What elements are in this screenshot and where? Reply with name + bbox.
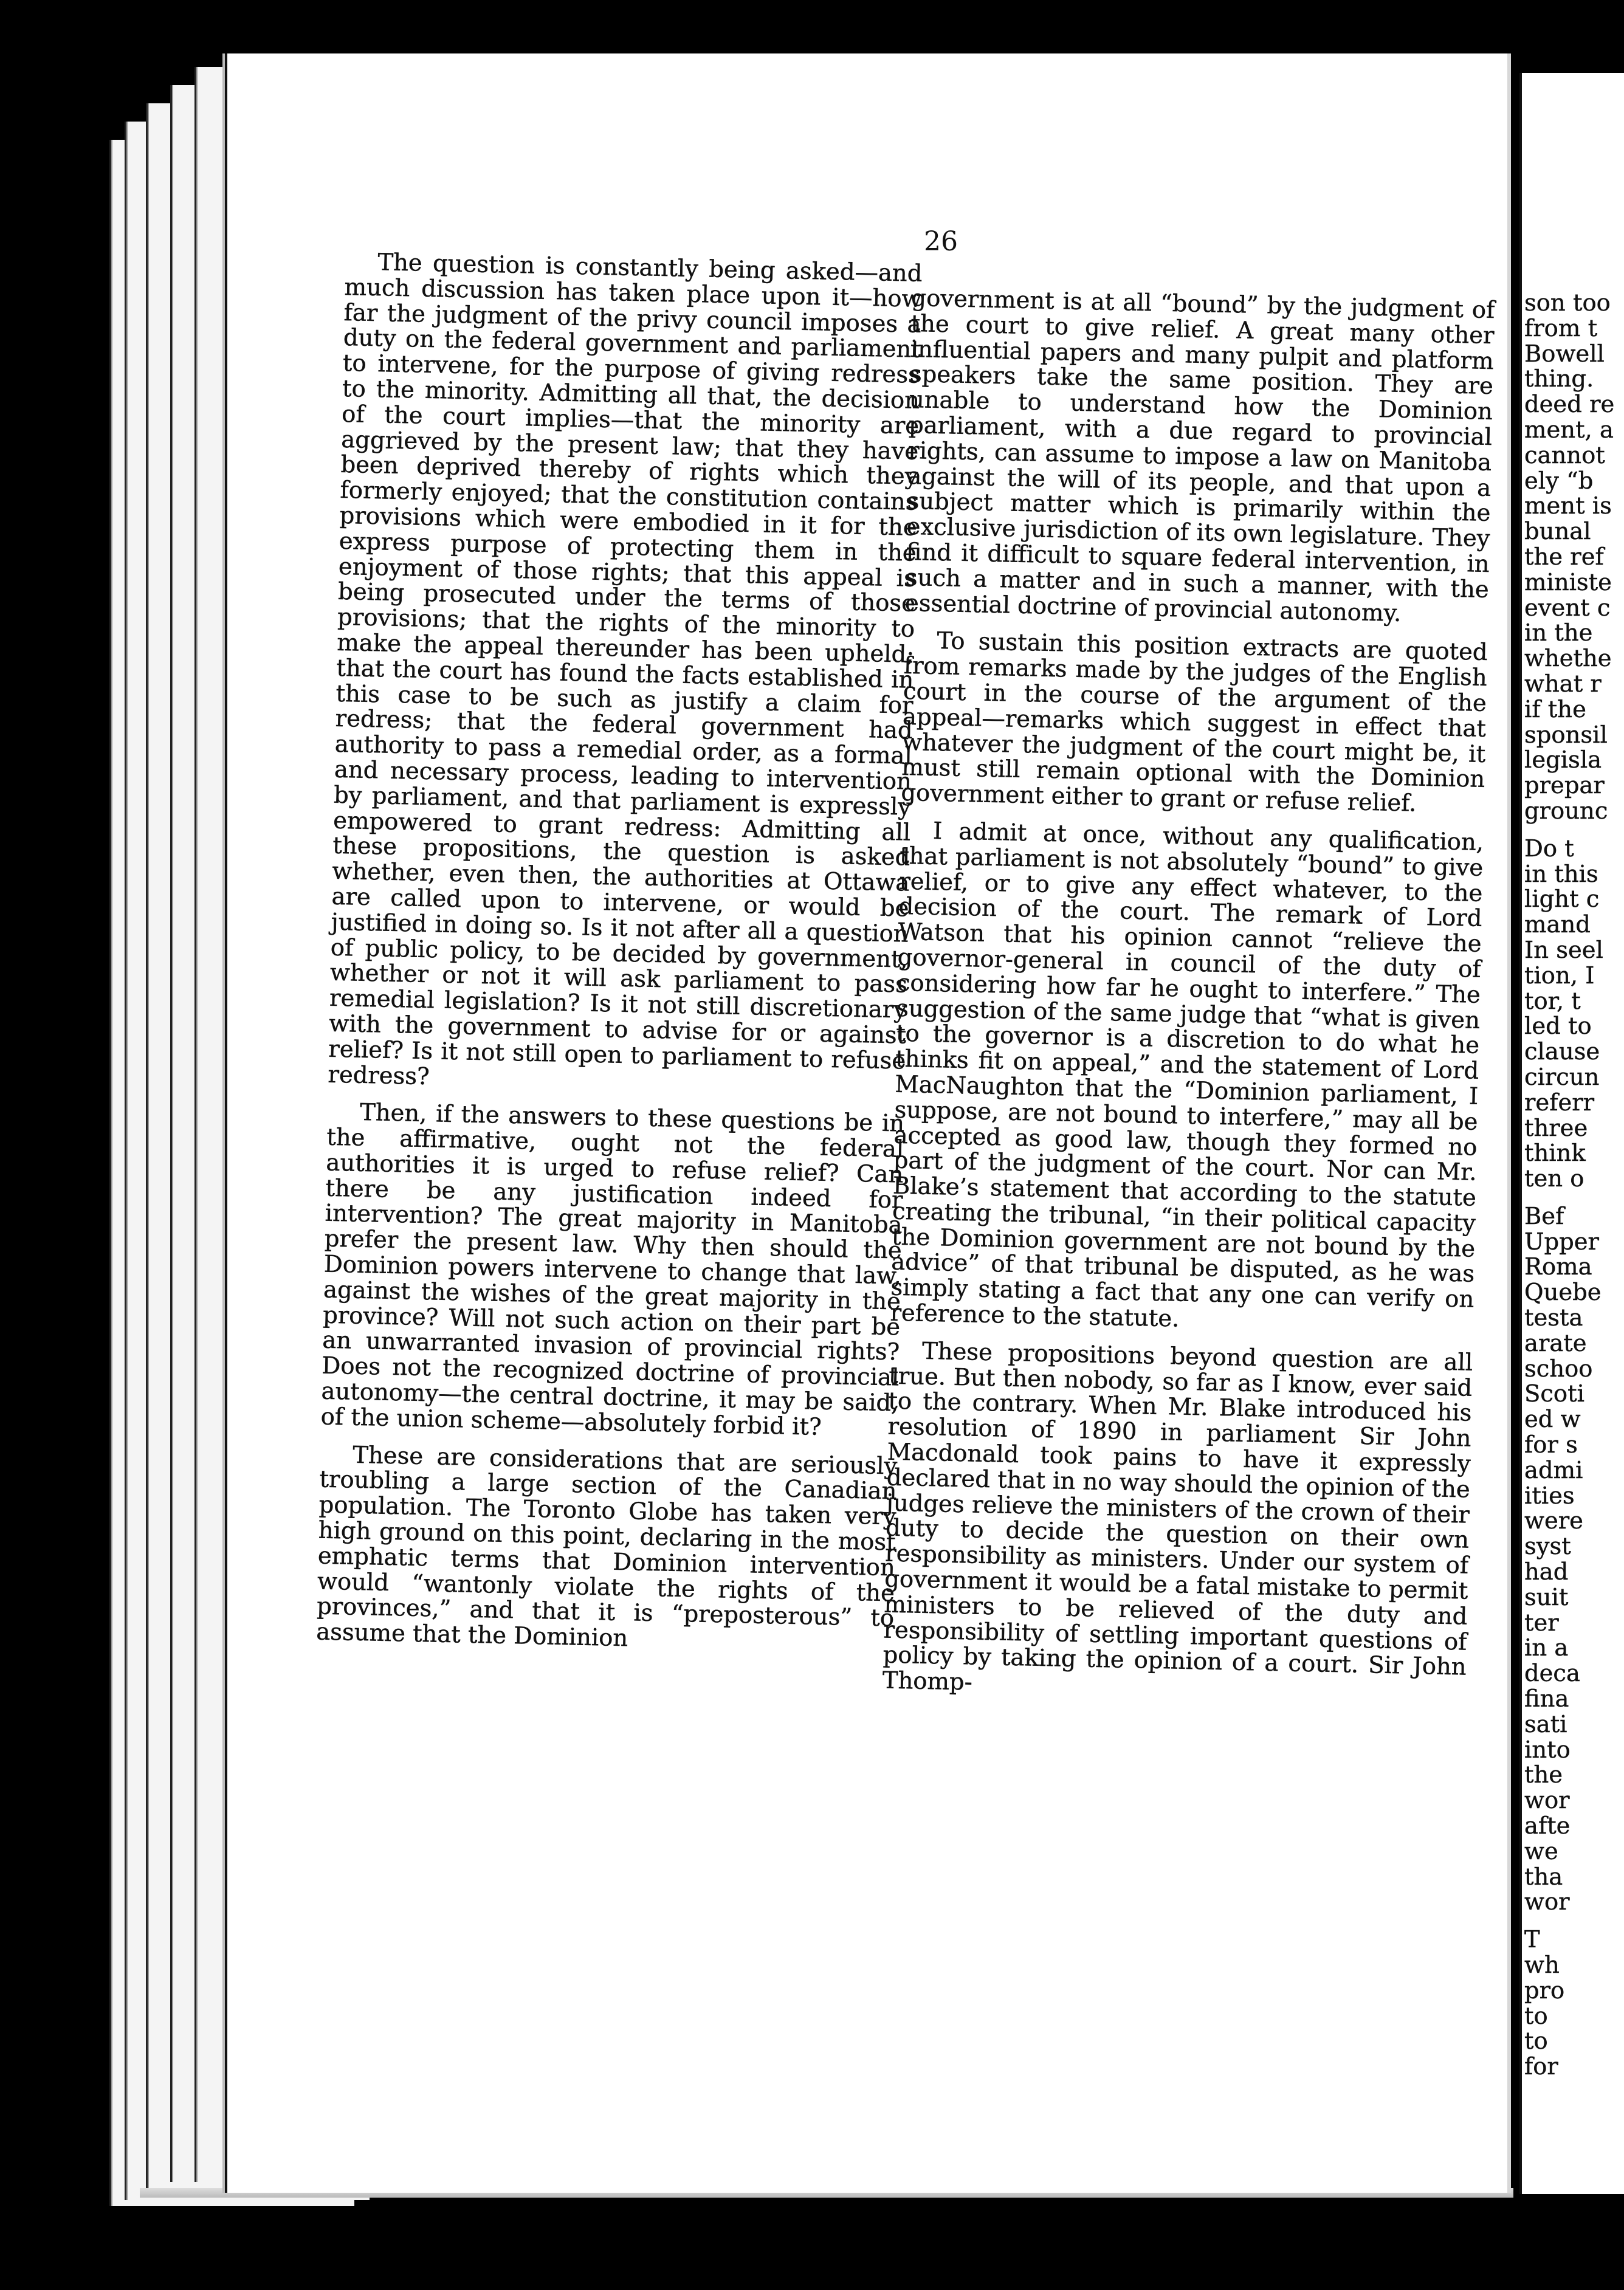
fragment-line: legisla (1524, 746, 1602, 774)
fragment-line: to (1524, 2002, 1548, 2030)
fragment-line: in the (1524, 619, 1593, 647)
fragment-line: wor (1524, 1787, 1570, 1815)
fragment-line: the (1524, 1761, 1563, 1789)
fragment-line: event c (1524, 594, 1611, 622)
fragment-line: schoo (1524, 1355, 1593, 1383)
text-column-left (315, 249, 922, 1669)
fragment-line: referr (1524, 1088, 1595, 1116)
fragment-line: grounc (1524, 797, 1608, 825)
paragraph: I admit at once, without any qualification, that parliament is not absolutely “bound” to give relief, or to give any effect whatever, to the decision of the court. The remark of Lord Watson that his opinion cannot “relieve the governor-general in council of the duty of considering how far he ought to interfere.” The suggestion of the same judge that “what is given to the governor is a discretion to do what he thinks fit on appeal,” and the statement of Lord MacNaughton that the “Dominion parliament, I suppose, are not bound to interfere,” may all be accepted as good law, though they formed no part of the judgment of the court. Nor can Mr. Blake’s statement that according to the statute creating the tribunal, “in their political capacity the Dominion government are not bound by the advice” of that tribunal be disputed, as he was simply stating a fact that any one can verify on reference to the statute. (890, 817, 1484, 1333)
fragment-line: ter (1524, 1609, 1559, 1637)
paragraph: These are considerations that are seriously troubling a large section of the Canadian population. The Toronto Globe has taken very high ground on this point, declaring in the most emphatic terms that Dominion intervention would “wantonly violate the rights of the provinces,” and that it is “preposterous” to assume that the Dominion (315, 1441, 898, 1652)
fragment-line: prepar (1524, 772, 1605, 800)
fragment-line: tion, I (1524, 961, 1595, 989)
fragment-line: mand (1524, 911, 1591, 939)
fragment-line: from t (1524, 314, 1598, 342)
paragraph: These propositions beyond question are all true. But then nobody, so far as I know, ever said to the contrary. When Mr. Blake introduced his resolution of 1890 in parliament Sir John Macdonald took pains to have it expressly declared that in no way should the opinion of the judges relieve the ministers of the crown of their duty to decide the question on their own responsibility as ministers. Under our system of government it would be a fatal mistake to permit ministers to be relieved of the duty and responsibility of settling important questions of policy by taking the opinion of a court. Sir John Thomp- (882, 1337, 1473, 1696)
page-gutter (1507, 53, 1511, 2193)
fragment-line: ities (1524, 1482, 1575, 1510)
fragment-line: sati (1524, 1710, 1567, 1738)
fragment-line: In seel (1524, 936, 1603, 964)
fragment-line: ment, a (1524, 416, 1614, 444)
fragment-line: tha (1524, 1863, 1563, 1891)
fragment-line: Quebe (1524, 1279, 1602, 1307)
fragment-line: Upper (1524, 1228, 1599, 1256)
fragment-line: admi (1524, 1456, 1583, 1484)
fragment-line: Do t (1524, 834, 1574, 862)
fragment-line: clause (1524, 1038, 1600, 1066)
text-column-right-fragment (1524, 291, 1614, 2080)
fragment-line: ministe (1524, 568, 1612, 596)
fragment-line: in a (1524, 1634, 1569, 1662)
fragment-line: think (1524, 1140, 1586, 1167)
fragment-line: Bowell (1524, 340, 1605, 368)
fragment-line: ed w (1524, 1406, 1581, 1434)
fragment-line: cannot (1524, 441, 1605, 469)
fragment-line: Scoti (1524, 1380, 1584, 1408)
paragraph: The question is constantly being asked—and much discussion has taken place upon it—how far the judgment of the privy council imposes a duty on the federal government and parliament to intervene, for the purpose of giving redress to the minority. Admitting all that, the decision of the court implies—that the minority are aggrieved by the present law; that they have been deprived thereby of rights which they formerly enjoyed; that the constitution contains provisions which were embodied in it for the express purpose of protecting them in the enjoyment of those rights; that this appeal is being prosecuted under the terms of those provisions; that the rights of the minority to make the appeal thereunder has been upheld; that the court has found the facts established in this case to be such as justify a claim for redress; that the federal government had authority to pass a remedial order, as a formal and necessary process, leading to intervention by parliament, and that parliament is expressly empowered to grant redress: Admitting all these propositions, the question is asked whether, even then, the authorities at Ottawa are called upon to intervene, or would be justified in doing so. Is it not after all a question of public policy, to be decided by government, whether or not it will ask parliament to pass remedial legislation? Is it not still discretionary with the government to advise for or against relief? Is it not still open to parliament to refuse redress? (328, 249, 923, 1090)
fragment-line: for s (1524, 1431, 1578, 1459)
paragraph: government is at all “bound” by the judgment of the court to give relief. A great many other influential papers and many pulpit and platform speakers take the same position. They are unable to understand how the Dominion parliament, with a due regard to provincial rights, can assume to impose a law on Manitoba against the will of its people, and that upon a subject matter which is primarily within the exclusive jurisdiction of its own legislature. They find it difficult to square federal intervention, in such a matter and in such a manner, with the essential doctrine of provincial autonomy. (904, 284, 1495, 627)
fragment-line: into (1524, 1736, 1571, 1764)
text-column-middle (882, 286, 1495, 1718)
fragment-line: son too (1524, 289, 1611, 317)
fragment-line: suit (1524, 1583, 1569, 1611)
fragment-line: light c (1524, 885, 1600, 913)
fragment-line: for (1524, 2053, 1558, 2081)
fragment-line: in this (1524, 860, 1598, 888)
fragment-line: T (1524, 1926, 1540, 1954)
fragment-line: we (1524, 1837, 1558, 1865)
paragraph: To sustain this position extracts are quoted from remarks made by the judges of the English court in the course of the argument of the appeal—remarks which suggest in effect that whatever the judgment of the court might be, it must still remain optional with the Dominion government either to grant or refuse relief. (901, 627, 1488, 817)
fragment-line: deca (1524, 1660, 1580, 1688)
fragment-line: to (1524, 2027, 1548, 2055)
fragment-line: pro (1524, 1976, 1565, 2004)
fragment-line (1524, 1915, 1614, 1927)
fragment-line (1524, 1192, 1614, 1204)
fragment-line: circun (1524, 1063, 1600, 1091)
fragment-line: thing. (1524, 365, 1594, 393)
page-number: 26 (924, 226, 958, 257)
fragment-line: if the (1524, 695, 1586, 723)
paragraph: Then, if the answers to these questions be in the affirmative, ought not the federal authorities it is urged to refuse relief? Can there be any justification indeed for intervention? The great majority in Manitoba prefer the present law. Why then should the Dominion powers intervene to change that law, against the wishes of the great majority in the province? Will not such action on their part be an unwarranted invasion of provincial rights? Does not the recognized doctrine of provincial autonomy—the central doctrine, it may be said, of the union scheme—absolutely forbid it? (320, 1099, 905, 1441)
fragment-line: testa (1524, 1304, 1583, 1332)
fragment-line: what r (1524, 670, 1602, 698)
fragment-line: bunal (1524, 518, 1591, 546)
fragment-line: whethe (1524, 645, 1612, 673)
fragment-line: fina (1524, 1685, 1569, 1713)
fragment-line: were (1524, 1507, 1583, 1535)
fragment-line: deed re (1524, 391, 1615, 419)
fragment-line: syst (1524, 1533, 1571, 1561)
fragment-line: sponsil (1524, 721, 1608, 749)
fragment-line: the ref (1524, 543, 1604, 571)
fragment-line: Bef (1524, 1202, 1564, 1230)
fragment-line: ment is (1524, 492, 1612, 520)
fragment-line: Roma (1524, 1253, 1592, 1281)
fragment-line: led to (1524, 1013, 1592, 1040)
fragment-line: ten o (1524, 1165, 1584, 1193)
fragment-line: ely “b (1524, 467, 1594, 495)
fragment-line: three (1524, 1114, 1588, 1142)
fragment-line: wor (1524, 1888, 1570, 1916)
fragment-line: arate (1524, 1329, 1587, 1357)
fragment-line: tor, t (1524, 987, 1581, 1015)
fragment-line: afte (1524, 1812, 1571, 1840)
fragment-line: wh (1524, 1951, 1560, 1979)
fragment-line (1524, 824, 1614, 836)
fragment-line: had (1524, 1558, 1569, 1586)
